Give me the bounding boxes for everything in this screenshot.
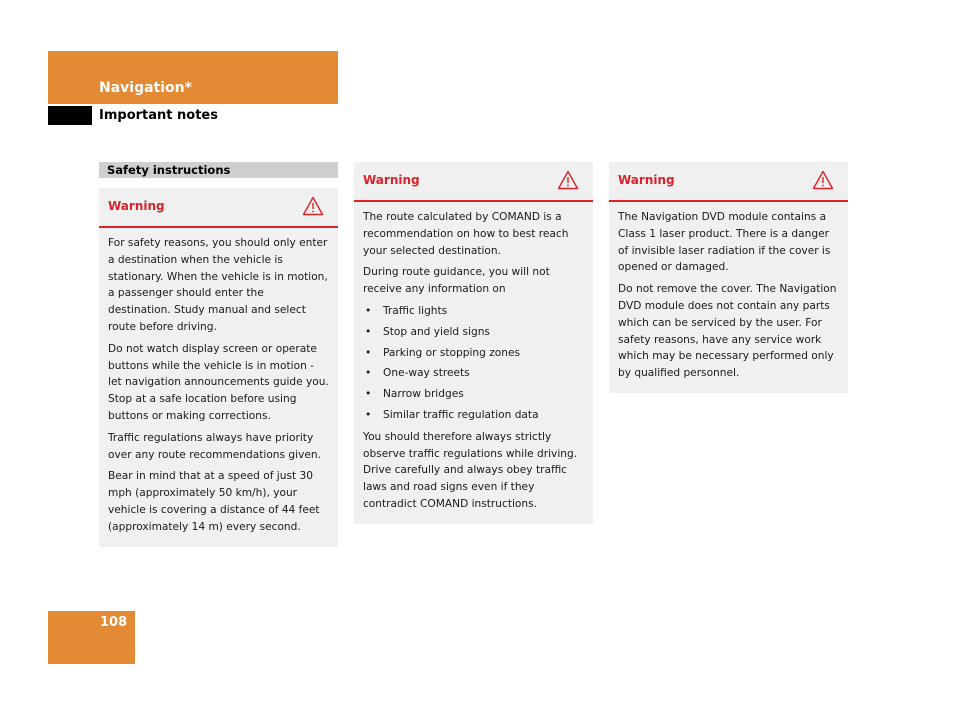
bullet-list [363,303,584,424]
warning-triangle-icon [302,196,324,216]
warning-header [99,188,338,228]
warning-paragraph: The Navigation DVD module contains a Class 1 laser product. There is a danger of invisible laser radiation if the cover is opened or damaged. [618,211,831,274]
warning-label: Warning [108,199,165,213]
warning-body [354,202,593,524]
warning-paragraph: During route guidance, you will not receive any information on [363,266,550,296]
page-number-box [48,611,135,664]
warning-paragraph: Traffic regulations always have priority over any route recommendations given. [108,431,321,461]
warning-paragraph: Do not watch display screen or operate buttons while the vehicle is in motion - let navigation announcements guide you. Stop at a safe location before using buttons or making corrections. [108,342,329,422]
section-marker [48,106,92,125]
warning-paragraph: The route calculated by COMAND is a recommendation on how to best reach your selected destination. [363,211,569,257]
chapter-header-bar [48,51,338,104]
warning-label: Warning [618,173,675,187]
page-number: 108 [100,615,128,630]
warning-paragraph: For safety reasons, you should only enter a destination when the vehicle is stationary. When the vehicle is in motion, a passenger should enter the destination. Study manual and select route before driving. [108,237,328,333]
list-item: • Traffic lights [363,303,584,320]
list-item: • Stop and yield signs [363,324,584,341]
list-item: • Similar traffic regulation data [363,407,584,424]
warning-body [99,228,338,547]
section-heading: Safety instructions [107,163,231,177]
warning-paragraph: You should therefore always strictly observe traffic regulations while driving. Drive carefully and always obey traffic laws and road signs even if they contradict COMAND instructions. [363,430,578,510]
warning-box-driving [99,188,338,547]
warning-header [609,162,848,202]
warning-header [354,162,593,202]
chapter-title: Navigation* [99,80,192,96]
warning-paragraph: Do not remove the cover. The Navigation DVD module does not contain any parts which can be serviced by the user. For safety reasons, have any service work which may be necessary performed only by qualified personnel. [618,283,837,380]
warning-triangle-icon [557,170,579,190]
list-item: • One-way streets [363,365,584,382]
warning-box-laser [609,162,848,393]
warning-body [609,202,848,393]
warning-triangle-icon [812,170,834,190]
section-heading-bar [99,162,338,178]
list-item: • Parking or stopping zones [363,345,584,362]
warning-box-route [354,162,593,524]
list-item: • Narrow bridges [363,386,584,403]
warning-paragraph: Bear in mind that at a speed of just 30 mph (approximately 50 km/h), your vehicle is covering a distance of 44 feet (approximately 14 m) every second. [108,470,320,533]
warning-label: Warning [363,173,420,187]
chapter-subtitle: Important notes [99,108,218,123]
